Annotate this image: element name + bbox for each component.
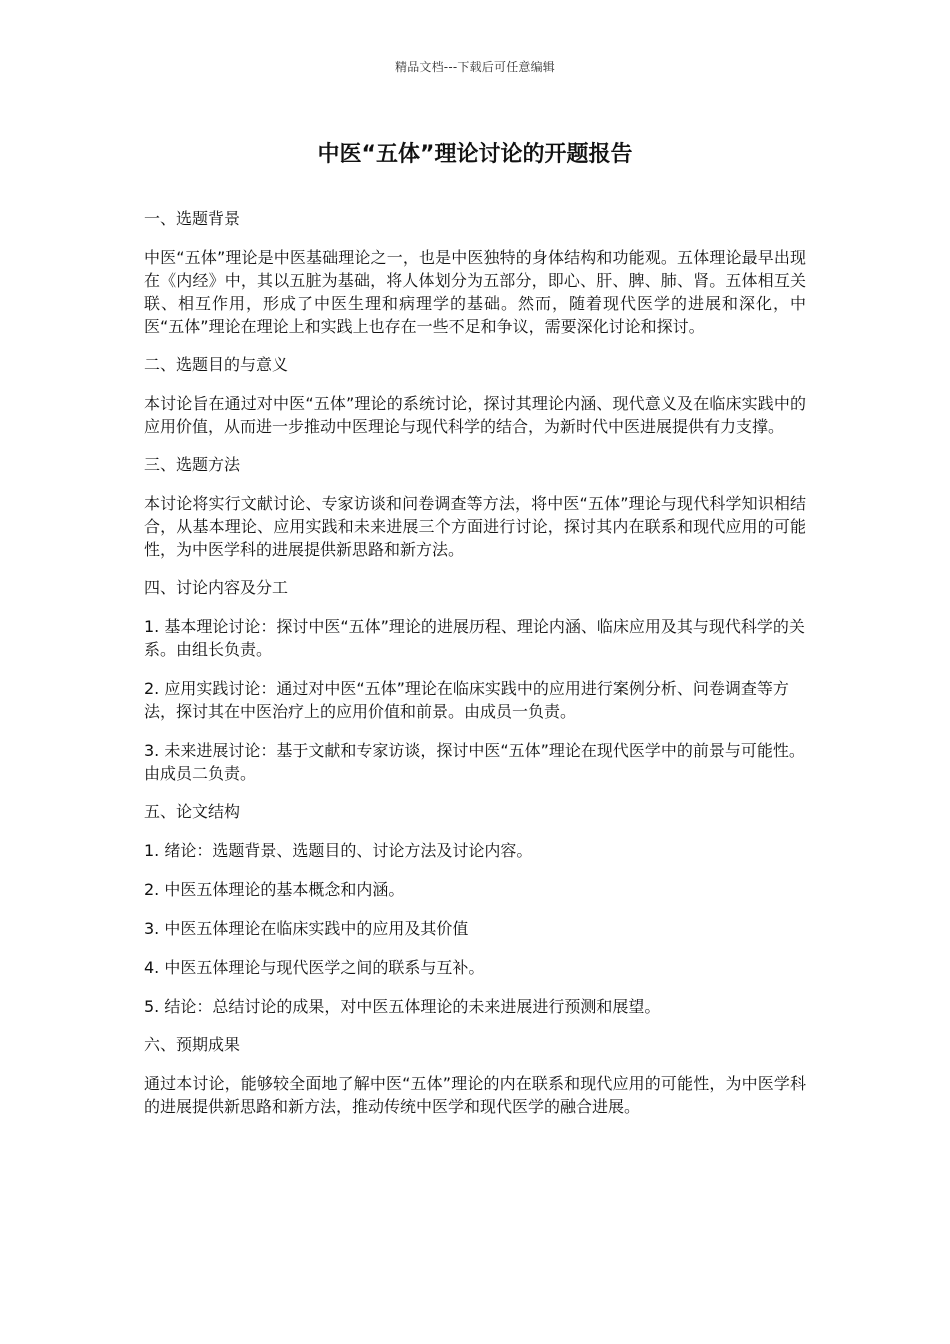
section-purpose bbox=[144, 354, 806, 438]
section-paragraph: 本讨论将实行文献讨论、专家访谈和问卷调查等方法，将中医“五体”理论与现代科学知识相结合，从基本理论、应用实践和未来进展三个方面进行讨论，探讨其内在联系和现代应用的可能性，为中医学科的进展提供新思路和新方法。 bbox=[144, 494, 806, 559]
list-item: 2. 应用实践讨论：通过对中医“五体”理论在临床实践中的应用进行案例分析、问卷调查等方法，探讨其在中医治疗上的应用价值和前景。由成员一负责。 bbox=[144, 679, 789, 721]
section-heading: 一、选题背景 bbox=[144, 209, 241, 228]
section-heading: 四、讨论内容及分工 bbox=[144, 578, 289, 597]
list-item: 1. 绪论：选题背景、选题目的、讨论方法及讨论内容。 bbox=[144, 841, 533, 860]
section-structure bbox=[144, 801, 806, 1018]
document-title: 中医“五体”理论讨论的开题报告 bbox=[317, 142, 633, 167]
section-paragraph: 通过本讨论，能够较全面地了解中医“五体”理论的内在联系和现代应用的可能性，为中医学科的进展提供新思路和新方法，推动传统中医学和现代医学的融合进展。 bbox=[144, 1074, 806, 1116]
section-paragraph: 本讨论旨在通过对中医“五体”理论的系统讨论，探讨其理论内涵、现代意义及在临床实践中的应用价值，从而进一步推动中医理论与现代科学的结合，为新时代中医进展提供有力支撑。 bbox=[144, 394, 806, 436]
section-heading: 二、选题目的与意义 bbox=[144, 355, 289, 374]
header-note: 精品文档---下载后可任意编辑 bbox=[395, 60, 555, 74]
section-content-division bbox=[144, 577, 806, 785]
list-item: 2. 中医五体理论的基本概念和内涵。 bbox=[144, 880, 405, 899]
list-item: 1. 基本理论讨论：探讨中医“五体”理论的进展历程、理论内涵、临床应用及其与现代科学的关系。由组长负责。 bbox=[144, 617, 805, 659]
section-heading: 六、预期成果 bbox=[144, 1035, 241, 1054]
list-item: 3. 中医五体理论在临床实践中的应用及其价值 bbox=[144, 919, 469, 938]
section-heading: 三、选题方法 bbox=[144, 455, 241, 474]
section-expected-results bbox=[144, 1034, 806, 1118]
section-background bbox=[144, 208, 806, 338]
section-method bbox=[144, 454, 806, 561]
list-item: 5. 结论：总结讨论的成果，对中医五体理论的未来进展进行预测和展望。 bbox=[144, 997, 661, 1016]
list-item: 4. 中医五体理论与现代医学之间的联系与互补。 bbox=[144, 958, 485, 977]
document-body bbox=[144, 208, 806, 1134]
section-paragraph: 中医“五体”理论是中医基础理论之一，也是中医独特的身体结构和功能观。五体理论最早出现在《内经》中，其以五脏为基础，将人体划分为五部分，即心、肝、脾、肺、肾。五体相互关联、相互作用，形成了中医生理和病理学的基础。然而，随着现代医学的进展和深化，中医“五体”理论在理论上和实践上也存在一些不足和争议，需要深化讨论和探讨。 bbox=[144, 248, 806, 336]
section-heading: 五、论文结构 bbox=[144, 802, 241, 821]
list-item: 3. 未来进展讨论：基于文献和专家访谈，探讨中医“五体”理论在现代医学中的前景与可能性。由成员二负责。 bbox=[144, 741, 805, 783]
